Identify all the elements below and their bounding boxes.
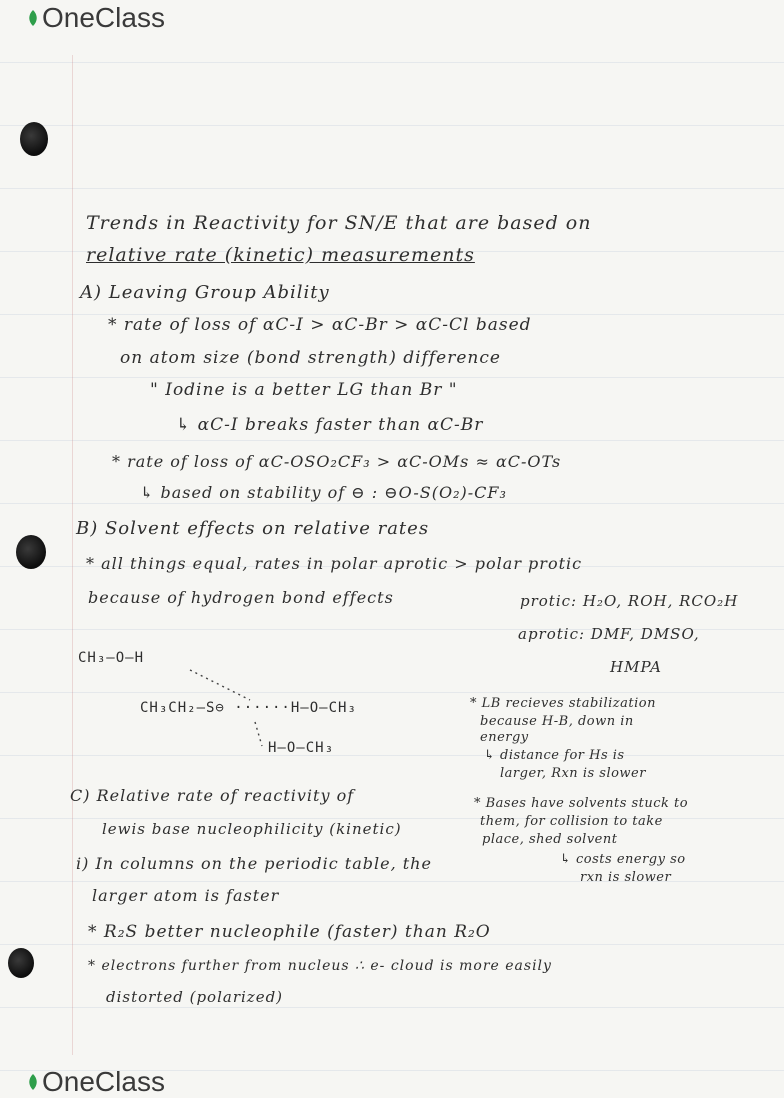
side-note: rxn is slower [580,870,672,885]
section-c-line: distorted (polarized) [106,988,284,1006]
leaf-icon [26,1073,40,1091]
binder-hole [8,948,34,978]
side-note: * LB recieves stabilization [470,696,656,711]
section-c-heading: C) Relative rate of reactivity of [70,786,355,805]
brand-name: OneClass [42,1066,165,1097]
notes-title-line1: Trends in Reactivity for SN/E that are based on [86,212,592,234]
side-note: ↳ distance for Hs is [484,748,625,763]
section-c-line: i) In columns on the periodic table, the [76,854,432,873]
section-a-heading: A) Leaving Group Ability [80,282,330,303]
section-a-line: " Iodine is a better LG than Br " [150,380,458,400]
section-c-line: larger atom is faster [92,886,280,905]
leaf-icon [26,9,40,27]
section-a-line: * rate of loss of αC-I > αC-Br > αC-Cl based [108,315,532,335]
structure-methanol-top: CH₃–O–H [78,650,145,666]
notes-title-line2: relative rate (kinetic) measurements [86,244,475,266]
protic-solvents: protic: H₂O, ROH, RCO₂H [520,592,739,610]
section-b-line: because of hydrogen bond effects [88,588,394,607]
section-b-heading: B) Solvent effects on relative rates [76,518,430,539]
section-c-line: * electrons further from nucleus ∴ e- cloud is more easily [88,958,552,974]
side-note: place, shed solvent [482,832,618,847]
side-note: energy [480,730,529,745]
section-c-sub: lewis base nucleophilicity (kinetic) [102,820,402,838]
hydrogen-bond-dots [180,665,260,705]
side-note: ↳ costs energy so [560,852,686,867]
oneclass-logo-top [26,2,165,34]
section-b-line: * all things equal, rates in polar aprotic > polar protic [86,554,583,573]
side-note: because H-B, down in [480,714,634,729]
aprotic-solvents: aprotic: DMF, DMSO, [518,625,700,643]
side-note: larger, Rxn is slower [500,766,646,781]
binder-hole [16,535,46,569]
section-a-line: on atom size (bond strength) difference [120,348,501,368]
side-note: * Bases have solvents stuck to [474,796,689,811]
brand-name: OneClass [42,2,165,33]
aprotic-hmpa: HMPA [610,658,662,676]
section-a-line: ↳ αC-I breaks faster than αC-Br [176,415,484,435]
margin-line [72,55,73,1055]
binder-hole [20,122,48,156]
section-a-line: ↳ based on stability of ⊖ : ⊖O-S(O₂)-CF₃ [140,483,507,502]
structure-thiolate: CH₃CH₂–S⊖ ······H–O–CH₃ [140,700,357,716]
side-note: them, for collision to take [480,814,663,829]
section-c-line: * R₂S better nucleophile (faster) than R₂O [88,922,491,942]
structure-methanol-bottom: H–O–CH₃ [268,740,335,756]
section-a-line: * rate of loss of αC-OSO₂CF₃ > αC-OMs ≈ αC-OTs [112,452,562,471]
oneclass-logo-bottom [26,1066,165,1098]
